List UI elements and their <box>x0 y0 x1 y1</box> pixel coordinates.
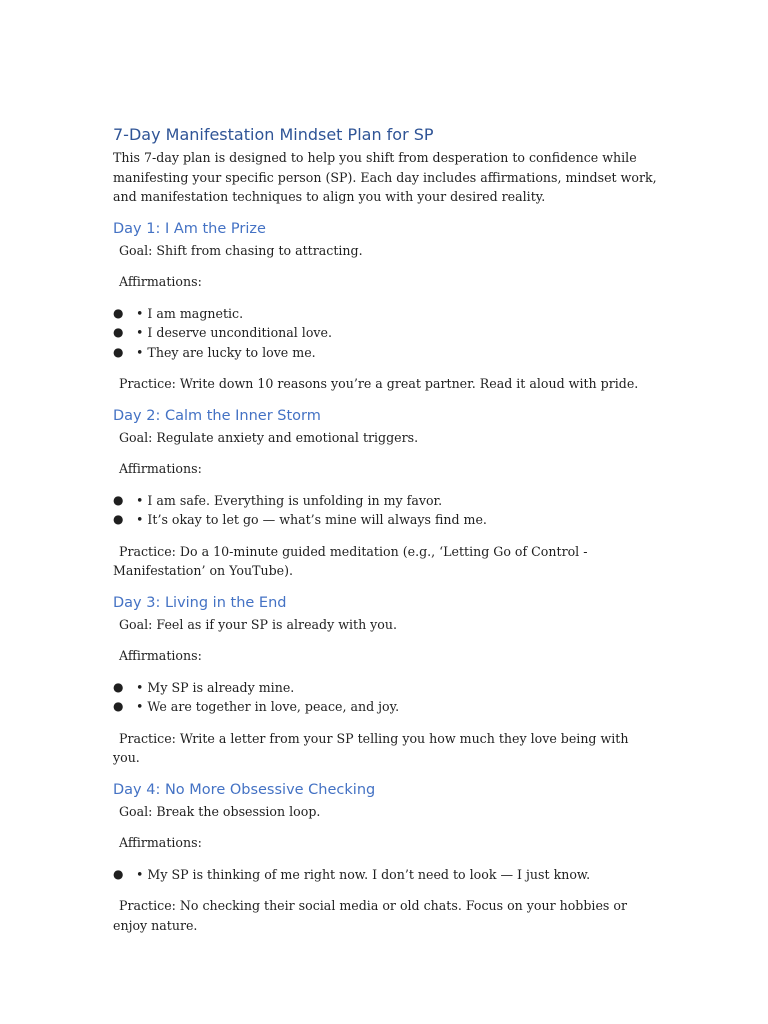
bullet-icon: ● <box>113 679 124 694</box>
bullet-icon: ● <box>113 344 124 359</box>
day-practice: Practice: Write a letter from your SP telling you how much they love being with you. <box>113 730 629 765</box>
day-section <box>113 219 658 394</box>
affirmation-list <box>113 304 658 363</box>
day-section <box>113 780 658 936</box>
affirmations-label: Affirmations: <box>119 461 202 476</box>
bullet-icon: ● <box>113 512 124 526</box>
list-item <box>113 491 658 511</box>
affirmations-label: Affirmations: <box>119 835 202 850</box>
bullet-icon: ● <box>113 325 124 339</box>
day-practice: Practice: No checking their social media or old chats. Focus on your hobbies or enjoy nature. <box>113 898 627 933</box>
affirmation-text: • I am magnetic. <box>136 305 244 321</box>
affirmation-list <box>113 865 658 885</box>
day-practice: Practice: Do a 10-minute guided meditation (e.g., ‘Letting Go of Control - Manifestation’ on YouTube). <box>113 543 588 578</box>
intro-paragraph: This 7-day plan is designed to help you shift from desperation to confidence while manifesting your specific person (SP). Each day includes affirmations, mindset work, and manifestation techniques to align you with your desired reality. <box>113 150 657 204</box>
day-heading: Day 3: Living in the End <box>113 594 287 611</box>
list-item <box>113 323 658 343</box>
affirmations-label: Affirmations: <box>119 274 202 289</box>
affirmation-text: • We are together in love, peace, and joy. <box>136 699 400 714</box>
bullet-icon: ● <box>113 305 124 320</box>
bullet-icon: ● <box>113 866 124 881</box>
bullet-icon: ● <box>113 699 124 713</box>
day-goal: Goal: Feel as if your SP is already with you. <box>119 616 397 632</box>
document-title: 7-Day Manifestation Mindset Plan for SP <box>113 125 434 144</box>
day-goal: Goal: Break the obsession loop. <box>119 803 321 819</box>
document-body <box>113 124 658 935</box>
affirmation-text: • They are lucky to love me. <box>136 344 316 360</box>
day-section <box>113 406 658 581</box>
day-goal: Goal: Shift from chasing to attracting. <box>119 242 363 258</box>
list-item <box>113 697 658 717</box>
affirmation-text: • My SP is thinking of me right now. I don’t need to look — I just know. <box>136 866 591 882</box>
affirmation-list <box>113 491 658 530</box>
list-item <box>113 678 658 698</box>
day-goal: Goal: Regulate anxiety and emotional triggers. <box>119 429 419 445</box>
affirmations-label: Affirmations: <box>119 648 202 663</box>
day-heading: Day 4: No More Obsessive Checking <box>113 781 376 798</box>
list-item <box>113 304 658 324</box>
affirmation-text: • I deserve unconditional love. <box>136 325 332 340</box>
day-practice: Practice: Write down 10 reasons you’re a great partner. Read it aloud with pride. <box>119 376 639 391</box>
list-item <box>113 865 658 885</box>
affirmation-list <box>113 678 658 717</box>
day-heading: Day 2: Calm the Inner Storm <box>113 407 321 424</box>
day-heading: Day 1: I Am the Prize <box>113 220 266 237</box>
list-item <box>113 510 658 530</box>
list-item <box>113 343 658 363</box>
affirmation-text: • I am safe. Everything is unfolding in my favor. <box>136 492 443 508</box>
day-section <box>113 593 658 768</box>
affirmation-text: • My SP is already mine. <box>136 679 295 695</box>
affirmation-text: • It’s okay to let go — what’s mine will always find me. <box>136 512 487 527</box>
bullet-icon: ● <box>113 492 124 507</box>
